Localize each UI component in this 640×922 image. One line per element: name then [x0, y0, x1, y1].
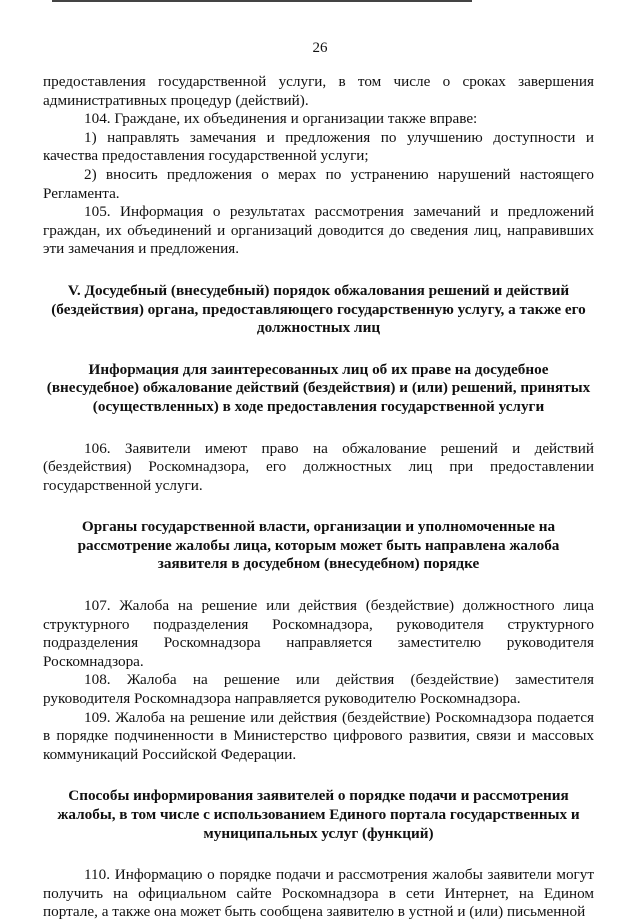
- subheading-information-rights: Информация для заинтересованных лиц об их праве на досудебное (внесудебное) обжалование действий (бездействия) и (или) решений, принятых (осуществленных) в ходе предоставления государственной услуги: [46, 360, 591, 415]
- spacer: [43, 764, 594, 787]
- paragraph-108: 108. Жалоба на решение или действия (бездействие) заместителя руководителя Роскомнадзора направляется руководителю Роскомнадзора.: [43, 671, 594, 708]
- spacer: [43, 495, 594, 518]
- subheading-authorities: Органы государственной власти, организации и уполномоченные на рассмотрение жалобы лица, которым может быть направлена жалоба заявителя в досудебном (внесудебном) порядке: [77, 518, 560, 573]
- section-heading-v: V. Досудебный (внесудебный) порядок обжалования решений и действий (бездействия) органа, предоставляющего государственную услугу, а также его должностных лиц: [51, 281, 586, 337]
- spacer: [43, 843, 594, 866]
- spacer: [43, 259, 594, 282]
- paragraph-107: 107. Жалоба на решение или действия (бездействие) должностного лица структурного подразделения Роскомнадзора, руководителя структурного подразделения Роскомнадзора направляется заместителю руководителя Роскомнадзора.: [43, 597, 594, 670]
- spacer: [43, 574, 594, 597]
- document-body: [43, 73, 594, 922]
- spacer: [43, 338, 594, 361]
- paragraph-109: 109. Жалоба на решение или действия (бездействие) Роскомнадзора подается в порядке подчиненности в Министерство цифрового развития, связи и массовых коммуникаций Российской Федерации.: [43, 708, 594, 763]
- paragraph-104: 104. Граждане, их объединения и организации также вправе:: [84, 110, 478, 128]
- spacer: [43, 417, 594, 440]
- page-number: 26: [312, 40, 328, 56]
- paragraph: предоставления государственной услуги, в том числе о сроках завершения административных процедур (действий).: [43, 73, 594, 109]
- subheading-informing-methods: Способы информирования заявителей о порядке подачи и рассмотрения жалобы, в том числе с использованием Единого портала государственных и муниципальных услуг (функций): [57, 787, 580, 842]
- paragraph-105: 105. Информация о результатах рассмотрения замечаний и предложений граждан, их объединений и организаций доводится до сведения лиц, направивших эти замечания и предложения.: [43, 203, 594, 258]
- paragraph-104-item-1: 1) направлять замечания и предложения по улучшению доступности и качества предоставления государственной услуги;: [43, 128, 594, 165]
- top-rule: [52, 0, 472, 2]
- paragraph-104-item-2: 2) вносить предложения о мерах по устранению нарушений настоящего Регламента.: [43, 165, 594, 202]
- paragraph-110: 110. Информацию о порядке подачи и рассмотрения жалобы заявители могут получить на официальном сайте Роскомнадзора в сети Интернет, на Едином портале, а также она может быть сообщена заявителю в устной и (или) письменной: [43, 866, 594, 921]
- paragraph-106: 106. Заявители имеют право на обжалование решений и действий (бездействия) Роскомнадзора, его должностных лиц при предоставлении государственной услуги.: [43, 439, 594, 494]
